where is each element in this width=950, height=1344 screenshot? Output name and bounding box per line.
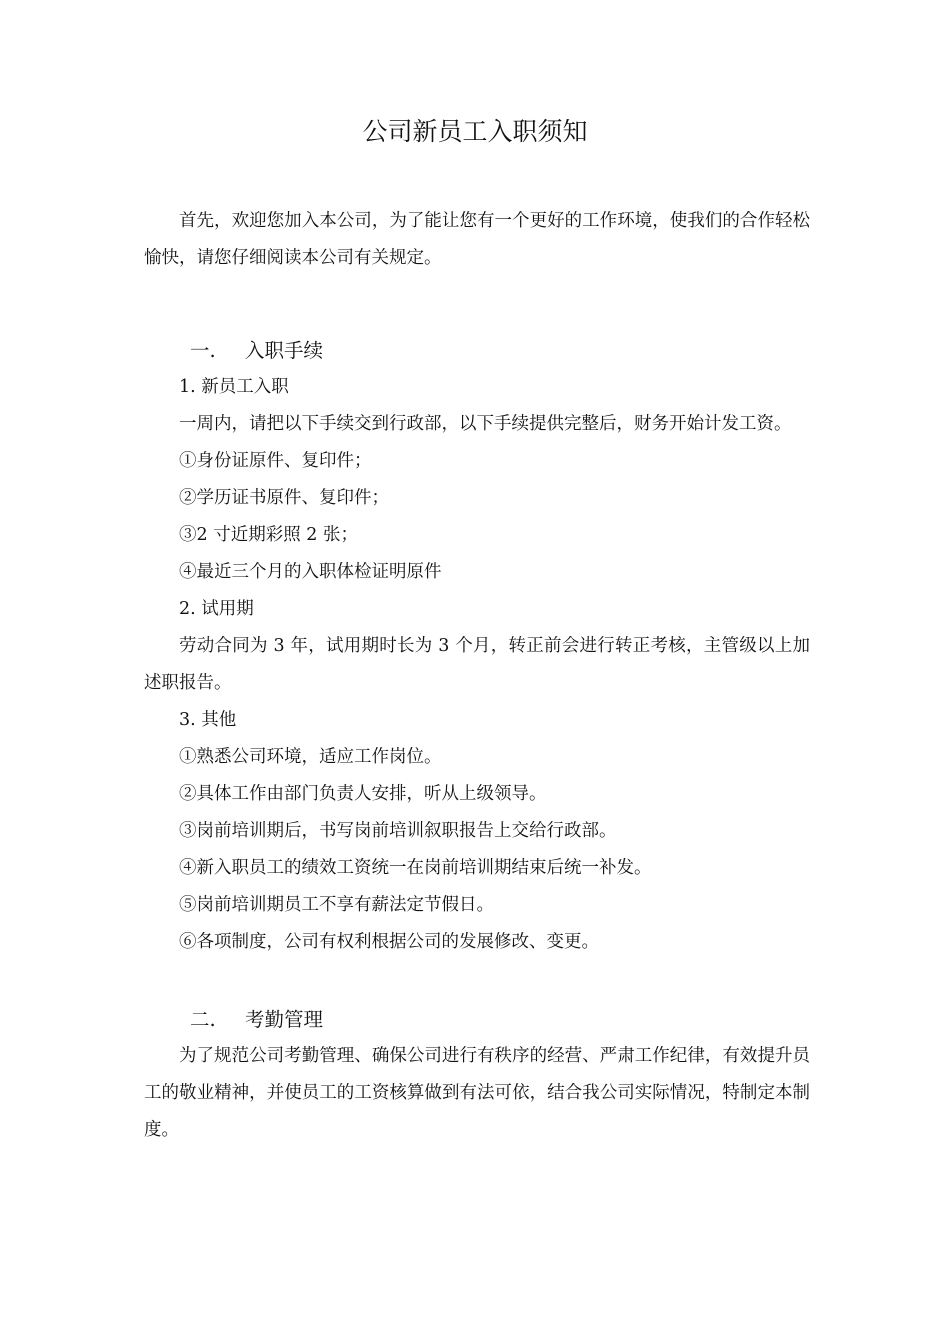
subsection-heading: 1. 新员工入职 bbox=[179, 377, 289, 397]
list-item: ④最近三个月的入职体检证明原件 bbox=[179, 562, 442, 582]
paragraph: 为了规范公司考勤管理、确保公司进行有秩序的经营、严肃工作纪律，有效提升员工的敬业精神，并使员工的工资核算做到有法可依，结合我公司实际情况，特制定本制度。 bbox=[144, 1046, 810, 1140]
section-heading-onboarding bbox=[144, 332, 810, 369]
section-title: 考勤管理 bbox=[245, 1008, 324, 1031]
intro-paragraph: 首先，欢迎您加入本公司，为了能让您有一个更好的工作环境，使我们的合作轻松愉快，请您仔细阅读本公司有关规定。 bbox=[144, 211, 810, 268]
paragraph: 劳动合同为 3 年，试用期时长为 3 个月，转正前会进行转正考核，主管级以上加述职报告。 bbox=[144, 636, 810, 693]
subsection-heading: 2. 试用期 bbox=[179, 599, 254, 619]
list-item: ④新入职员工的绩效工资统一在岗前培训期结束后统一补发。 bbox=[179, 858, 652, 878]
paragraph: 一周内，请把以下手续交到行政部，以下手续提供完整后，财务开始计发工资。 bbox=[179, 414, 792, 434]
list-item: ②具体工作由部门负责人安排，听从上级领导。 bbox=[179, 784, 547, 804]
document-title: 公司新员工入职须知 bbox=[362, 117, 588, 146]
section-number: 二. bbox=[190, 1008, 216, 1031]
list-item: ⑥各项制度，公司有权利根据公司的发展修改、变更。 bbox=[179, 932, 599, 952]
list-item: ①熟悉公司环境，适应工作岗位。 bbox=[179, 747, 442, 767]
subsection-heading: 3. 其他 bbox=[179, 710, 237, 730]
list-item: ③2 寸近期彩照 2 张； bbox=[179, 525, 358, 545]
section-heading-attendance bbox=[144, 1001, 810, 1038]
spacer bbox=[144, 961, 810, 1001]
section-number: 一. bbox=[190, 339, 216, 362]
list-item: ①身份证原件、复印件； bbox=[179, 451, 372, 471]
document-body bbox=[144, 203, 810, 1149]
spacer bbox=[144, 277, 810, 332]
section-title: 入职手续 bbox=[245, 339, 324, 362]
list-item: ②学历证书原件、复印件； bbox=[179, 488, 389, 508]
list-item: ③岗前培训期后，书写岗前培训叙职报告上交给行政部。 bbox=[179, 821, 617, 841]
list-item: ⑤岗前培训期员工不享有薪法定节假日。 bbox=[179, 895, 494, 915]
